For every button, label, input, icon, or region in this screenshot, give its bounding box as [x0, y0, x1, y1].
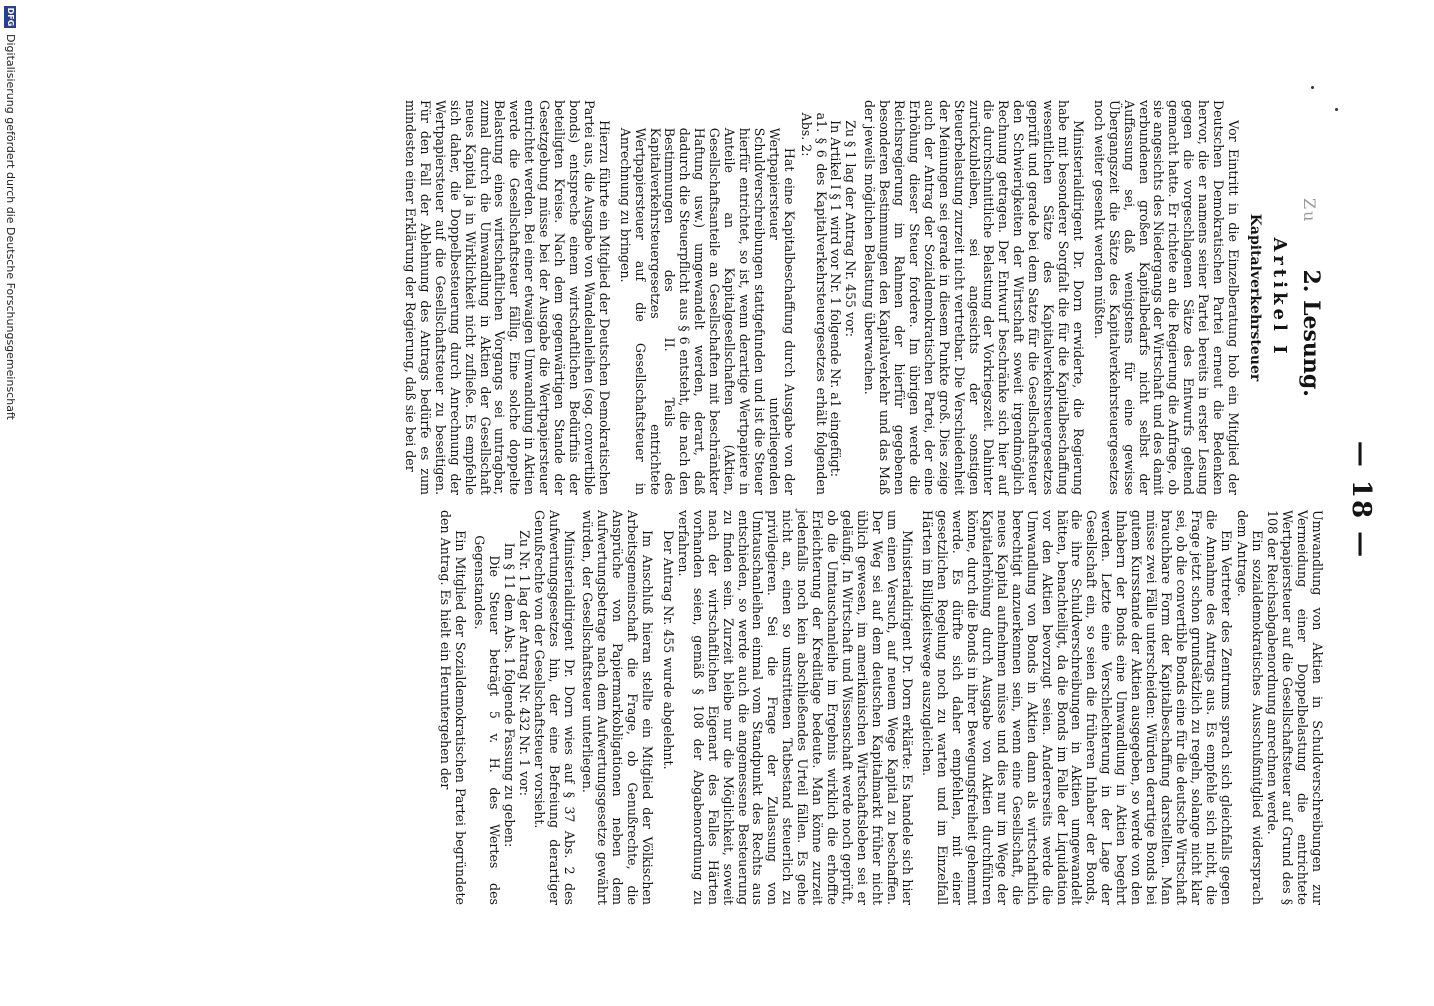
paragraph: a1. § 6 des Kapitalverkehrsteuergesetzes erhält folgenden Abs. 2:: [798, 112, 829, 495]
article-heading: Artikel I: [1269, 237, 1290, 358]
paragraph: Ministerialdirigent Dr. Dorn erklärte: Es handele sich hier um einen Versuch, auf neuem Wege Kapital zu beschaffen. Der Weg sei auf dem deutschen Kapitalmarkt früher nicht üblich gewesen, im amerikanischen Wirtschaftsleben sei er geläufig. In Wirtschaft und Wissenschaft werde noch geprüft, ob die Umtauschanleihe im Ergebnis wirklich die erhoffte Erleichterung der Kreditlage bedeute. Man könne zurzeit jedenfalls noch kein abschließendes Urteil fällen. Es gehe nicht an, einen so umstrittenen Tatbestand steuerlich zu privilegieren. Sei die Frage der Zulassung von Umtauschanleihen einmal vom Standpunkt des Rechts aus entschieden, so werde auch die angemessene Besteuerung zu finden sein. Zurzeit bleibe nur die Möglichkeit, soweit nach der wirtschaftlichen Eigenart des Falles Härten vorhanden seien, gemäß § 108 der Abgabenordnung zu verfahren.: [675, 510, 915, 905]
paragraph: Zu Nr. 1 lag der Antrag Nr. 432 Nr. 1 vor:: [516, 530, 532, 797]
quoted-provision: Hat eine Kapitalbeschaffung durch Ausgabe von der Wertpapiersteuer unterliegenden Schuldverschreibungen stattgefunden und ist die Steuer hierfür entrichtet, so ist, wenn derartige Wertpapiere in Anteile an Kapitalgesellschaften (Aktien, Gesellschaftsanteile an Gesellschaften mit beschränkter Haftung usw.) umgewandelt werden, derart, daß dadurch die Steuerpflicht aus § 6 entsteht, die nach den Bestimmungen des II. Teils des Kapitalverkehrsteuergesetzes entrichtete Wertpapiersteuer auf die Gesellschaftsteuer in Anrechnung zu bringen.: [617, 127, 797, 495]
paragraph: Hierzu führte ein Mitglied der Deutschen Demokratischen Partei aus, die Ausgabe von Wandelanleihen (sog. convertible bonds) entspreche einem wirtschaftlichen Bedürfnis der beteiligten Kreise. Nach dem gegenwärtigen Stande der Gesetzgebung müsse bei der Ausgabe die Wertpapiersteuer entrichtet werden. Bei einer etwaigen Umwandlung in Aktien werde die Gesellschaftsteuer fällig. Eine solche doppelte Belastung eines wirtschaftlichen Vorgangs sei untragbar, zumal durch die Umwandlung in Aktien der Gesellschaft neues Kapital ja in Wirklichkeit nicht zufließe. Es empfehle sich daher, die Doppelbesteuerung durch Anrechnung der Wertpapiersteuer auf die Gesellschaftsteuer zu beseitigen. Für den Fall der Ablehnung des Antrags bedürfe es zum mindesten einer Erklärung der Regierung, daß sie bei der: [403, 100, 612, 495]
right-text-column: [437, 510, 1324, 905]
paragraph: Zu § 1 lag der Antrag Nr. 455 vor:: [843, 120, 859, 337]
paragraph: Der Antrag Nr. 455 wurde abgelehnt.: [661, 530, 677, 770]
paragraph: Im Anschluß hieran stellte ein Mitglied der Völkischen Arbeitsgemeinschaft die Frage, ob Genußrechte, die Ansprüche von Papiermarkobligationen neben dem Aufwertungsbetrage nach dem Aufwertungsgesetze gewährt würden, der Gesellschaftsteuer unterliegen.: [580, 510, 656, 905]
digitization-note: [4, 0, 17, 1006]
quoted-provision: Die Steuer beträgt 5 v. H. des Wertes des Gegenstandes.: [472, 535, 503, 905]
scan-speck: [1335, 108, 1338, 111]
left-text-column: [402, 100, 1324, 495]
paragraph: Ein Mitglied der Sozialdemokratischen Partei begründete den Antrag. Es hielt ein Heruntergehen der: [438, 510, 469, 905]
scan-speck: [1311, 86, 1314, 89]
reading-prefix: Zu: [1300, 198, 1319, 224]
paragraph: Ein Vertreter des Zentrums sprach sich gleichfalls gegen die Annahme des Antrags aus. Es empfehle sich nicht, die Frage jetzt schon grundsätzlich zu regeln, solange nicht klar sei, ob die convertible Bonds eine für die deutsche Wirtschaft brauchbare Form der Kapitalbeschaffung darstellten. Man müsse zwei Fälle unterscheiden: Würden derartige Bonds bei gutem Kursstande der Aktien ausgegeben, so werde von den Inhabern der Bonds eine Umwandlung in Aktien begehrt werden. Letzte eine Verschlechterung in der Lage der Gesellschaft ein, so seien die früheren Inhaber der Bonds, die ihre Schuldverschreibungen in Aktien umgewandelt hätten, benachteiligt, da die Bonds im Falle der Liquidation vor den Aktien bevorzugt seien. Andererseits werde die Umwandlung von Bonds in Aktien dann als wirtschaftlich berechtigt anzuerkennen sein, wenn eine Gesellschaft, die neues Kapital aufnehmen müsse und dies nur im Wege der Kapitalerhöhung durch Ausgabe von Aktien durchführen könne, durch die Bonds in ihrer Bewegungsfreiheit gehemmt werde. Es dürfte sich daher empfehlen, mit einer gesetzlichen Regelung noch zu warten und im Einzelfall Härten im Billigkeitswege auszugleichen.: [920, 510, 1234, 905]
paragraph: Ministerialdirigent Dr. Dorn wies auf § 37 Abs. 2 des Aufwertungsgesetzes hin, der eine Befreiung derartiger Genußrechte von der Gesellschaftsteuer vorsieht.: [531, 510, 577, 905]
paragraph: Vor Eintritt in die Einzelberatung hob ein Mitglied der Deutschen Demokratischen Partei erneut die Bedenken hervor, die er namens seiner Partei bereits in erster Lesung gegen die vorgeschlagenen Sätze des Entwurfs geltend gemacht hatte. Er richtete an die Regierung die Anfrage, ob sie angesichts des Niedergangs der Wirtschaft und des damit verbundenen großen Kapitalbedarfs nicht selbst der Auffassung sei, daß wenigstens für eine gewisse Übergangszeit die Sätze des Kapitalverkehrsteuergesetzes noch weiter gesenkt werden müßten.: [1091, 100, 1241, 495]
dfg-logo-icon: DFG: [6, 7, 16, 27]
paragraph: In Artikel I § 1 wird vor Nr. 1 folgende Nr. a1 eingefügt:: [828, 120, 844, 477]
reading-heading: [1296, 100, 1324, 495]
topic-heading: Kapitalverkehrsteuer: [1247, 213, 1263, 382]
reading-title: 2. Lesung.: [1298, 269, 1324, 397]
digitization-note-text: Digitalisierung gefördert durch die Deutsche Forschungsgemeinschaft: [4, 34, 17, 420]
paragraph: Ministerialdirigent Dr. Dorn erwiderte, die Regierung habe mit besonderer Sorgfalt die für die Kapitalbeschaffung wesentlichen Sätze des Kapitalverkehrsteuergesetzes geprüft und gerade bei dem Satze für die Gesellschaftsteuer den Schwierigkeiten der Wirtschaft soweit irgendmöglich Rechnung getragen. Der Entwurf beschränke sich hier auf die durchschnittliche Belastung der Vorkriegszeit. Dahinter zurückzubleiben, sei angesichts der sonstigen Steuerbelastung zurzeit nicht vertretbar. Die Verschiedenheit der Meinungen sei gerade in diesem Punkte groß. Dies zeige auch der Antrag der Sozialdemokratischen Partei, der eine Erhöhung dieser Steuer fordere. Im übrigen werde die Reichsregierung im Rahmen der hierfür gegebenen besonderen Bestimmungen den Kapitalverkehr und das Maß der jeweils möglichen Belastung überwachen.: [862, 100, 1086, 495]
paragraph: Im § 11 dem Abs. 1 folgende Fassung zu geben:: [501, 542, 517, 848]
page-number: — 18 —: [1346, 440, 1376, 560]
paragraph: Umwandlung von Aktien in Schuldverschreibungen zur Vermeidung einer Doppelbelastung die entrichtete Wertpapiersteuer auf die Gesellschaftsteuer auf Grund des § 108 der Reichsabgabenordnung anrechnen werde.: [1265, 510, 1325, 905]
paragraph: Ein sozialdemokratisches Ausschußmitglied widersprach dem Antrage.: [1235, 510, 1266, 905]
